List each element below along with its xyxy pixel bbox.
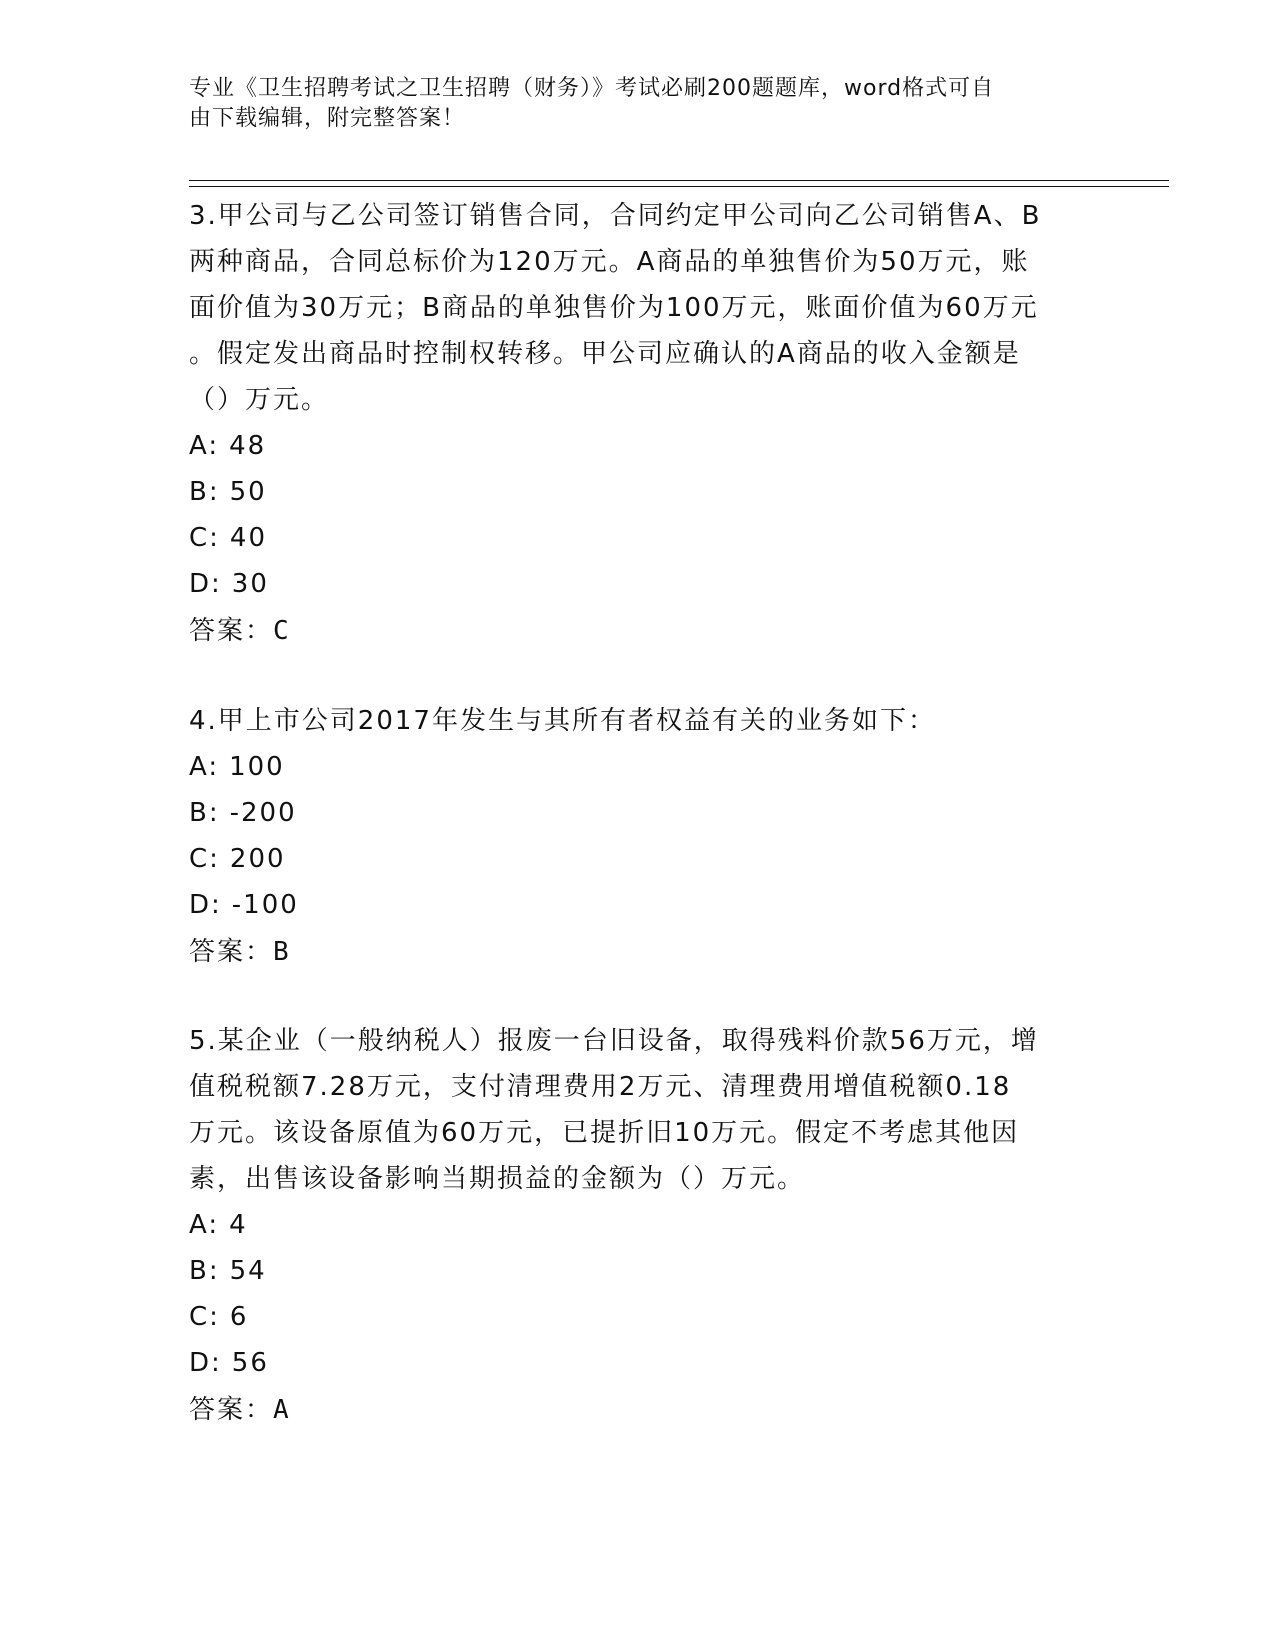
option-label: A: bbox=[189, 431, 220, 461]
document-header bbox=[189, 74, 1069, 134]
header-title-line-2: 由下载编辑，附完整答案！ bbox=[189, 106, 466, 131]
option-a bbox=[189, 1202, 1089, 1248]
option-a bbox=[189, 744, 1089, 790]
question-stem-line: 3.甲公司与乙公司签订销售合同，合同约定甲公司向乙公司销售A、B bbox=[189, 201, 1042, 231]
answer-line bbox=[189, 1386, 1089, 1433]
question-stem-line: 。假定发出商品时控制权转移。甲公司应确认的A商品的收入金额是 bbox=[189, 339, 1021, 369]
question-stem-line: 素，出售该设备影响当期损益的金额为（）万元。 bbox=[189, 1164, 806, 1194]
option-value: 50 bbox=[229, 477, 267, 507]
question-4 bbox=[189, 698, 1089, 975]
question-stem-line: 值税税额7.28万元，支付清理费用2万元、清理费用增值税额0.18 bbox=[189, 1072, 1012, 1102]
answer-label: 答案： bbox=[189, 936, 274, 966]
option-value: -100 bbox=[231, 890, 299, 920]
question-stem-line: 5.某企业（一般纳税人）报废一台旧设备，取得残料价款56万元，增 bbox=[189, 1026, 1039, 1056]
header-divider-bottom bbox=[189, 186, 1169, 187]
option-label: B: bbox=[189, 798, 220, 828]
answer-line bbox=[189, 928, 1089, 975]
answer-value: A bbox=[273, 1395, 291, 1425]
option-value: 100 bbox=[229, 752, 285, 782]
option-value: 200 bbox=[229, 844, 286, 874]
option-c bbox=[189, 836, 1089, 882]
option-label: B: bbox=[189, 477, 220, 507]
option-value: 6 bbox=[229, 1302, 249, 1332]
answer-label: 答案： bbox=[189, 1394, 274, 1424]
option-label: B: bbox=[189, 1256, 220, 1286]
header-divider-top bbox=[189, 180, 1169, 181]
option-label: A: bbox=[189, 1210, 220, 1240]
question-5 bbox=[189, 1018, 1089, 1433]
option-a bbox=[189, 423, 1089, 469]
option-label: A: bbox=[189, 752, 220, 782]
header-title-line-1: 专业《卫生招聘考试之卫生招聘（财务）》考试必刷200题题库，word格式可自 bbox=[189, 76, 995, 101]
question-stem-line: （）万元。 bbox=[189, 385, 330, 415]
question-stem-line: 4.甲上市公司2017年发生与其所有者权益有关的业务如下： bbox=[189, 706, 936, 736]
option-b bbox=[189, 469, 1089, 515]
option-value: -200 bbox=[229, 798, 297, 828]
question-stem-line: 面价值为30万元；B商品的单独售价为100万元，账面价值为60万元 bbox=[189, 293, 1039, 323]
option-value: 56 bbox=[231, 1348, 269, 1378]
answer-line bbox=[189, 607, 1089, 654]
question-3 bbox=[189, 193, 1089, 654]
option-c bbox=[189, 515, 1089, 561]
option-label: D: bbox=[189, 890, 222, 920]
option-value: 40 bbox=[229, 523, 268, 553]
option-label: D: bbox=[189, 569, 222, 599]
option-label: D: bbox=[189, 1348, 222, 1378]
answer-value: C bbox=[273, 616, 291, 646]
option-b bbox=[189, 1248, 1089, 1294]
option-c bbox=[189, 1294, 1089, 1340]
question-stem-line: 万元。该设备原值为60万元，已提折旧10万元。假定不考虑其他因 bbox=[189, 1118, 1020, 1148]
option-value: 4 bbox=[229, 1210, 248, 1240]
option-label: C: bbox=[189, 1302, 220, 1332]
option-d bbox=[189, 561, 1089, 607]
option-label: C: bbox=[189, 523, 220, 553]
answer-value: B bbox=[273, 937, 291, 967]
option-d bbox=[189, 882, 1089, 928]
answer-label: 答案： bbox=[189, 615, 274, 645]
question-stem-line: 两种商品，合同总标价为120万元。A商品的单独售价为50万元，账 bbox=[189, 247, 1030, 277]
option-value: 30 bbox=[231, 569, 269, 599]
option-d bbox=[189, 1340, 1089, 1386]
option-value: 48 bbox=[229, 431, 267, 461]
option-b bbox=[189, 790, 1089, 836]
option-label: C: bbox=[189, 844, 220, 874]
option-value: 54 bbox=[229, 1256, 267, 1286]
